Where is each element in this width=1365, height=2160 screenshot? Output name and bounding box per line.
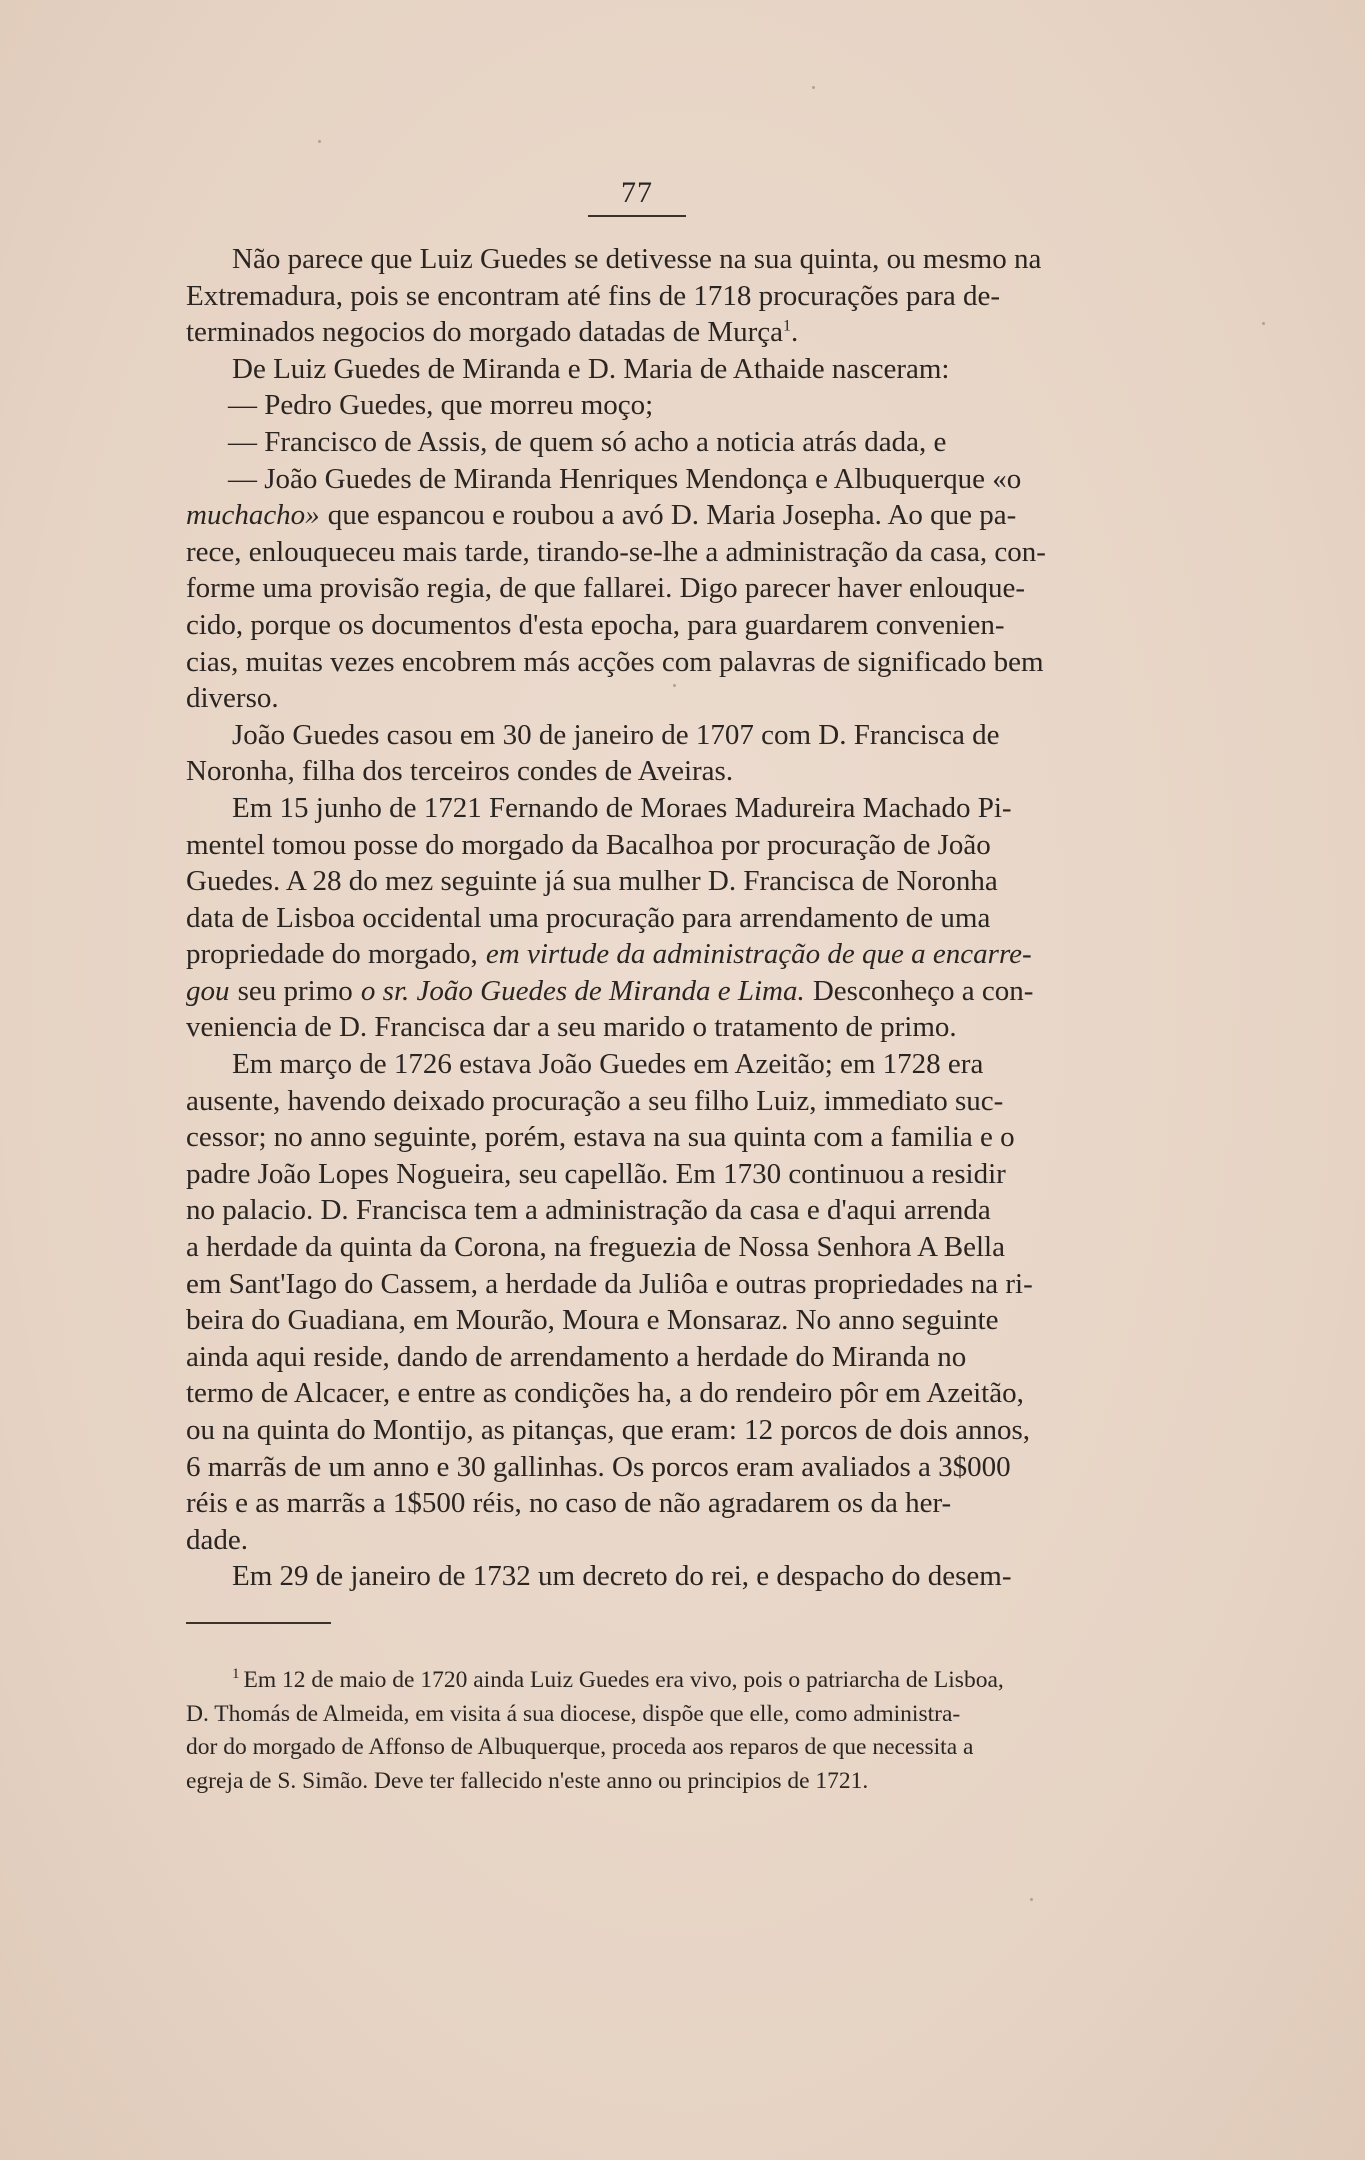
text-line: forme uma provisão regia, de que fallarei. Digo parecer haver enlouque- (186, 572, 1026, 605)
text-line: réis e as marrãs a 1$500 réis, no caso de não agradarem os da her- (186, 1487, 952, 1520)
text-line: dade. (186, 1523, 248, 1556)
paper-speck (812, 86, 815, 89)
text-line: rece, enlouqueceu mais tarde, tirando-se-lhe a administração da casa, con- (186, 535, 1046, 568)
text-line: data de Lisboa occidental uma procuração para arrendamento de uma (186, 901, 991, 934)
text-line: termo de Alcacer, e entre as condições ha, a do rendeiro pôr em Azeitão, (186, 1377, 1024, 1410)
text-line: a herdade da quinta da Corona, na freguezia de Nossa Senhora A Bella (186, 1231, 1005, 1264)
paper-speck (318, 140, 321, 143)
page-number: 77 (621, 176, 653, 209)
footnote-line: $^1$ Em 12 de maio de 1720 ainda Luiz Guedes era vivo, pois o patriarcha de Lisboa, (232, 1666, 1004, 1693)
paper-speck (1030, 1898, 1033, 1901)
footnote (186, 1664, 1091, 1798)
text-line: cido, porque os documentos d'esta epocha, para guardarem convenien- (186, 608, 1005, 641)
footnote-line: egreja de S. Simão. Deve ter fallecido n'este anno ou principios de 1721. (186, 1767, 869, 1794)
text-line: Noronha, filha dos terceiros condes de Aveiras. (186, 755, 734, 788)
text-line: padre João Lopes Nogueira, seu capellão. Em 1730 continuou a residir (186, 1157, 1006, 1190)
text-line: Em 15 junho de 1721 Fernando de Moraes Madureira Machado Pi- (232, 791, 1012, 824)
text-line: mentel tomou posse do morgado da Bacalhoa por procuração de João (186, 828, 991, 861)
footnote-marker: 1 (232, 1666, 240, 1683)
body-text (186, 241, 1091, 1595)
footnote-line: dor do morgado de Affonso de Albuquerque, proceda aos reparos de que necessita a (186, 1734, 974, 1760)
text-line: ausente, havendo deixado procuração a seu filho Luiz, immediato suc- (186, 1084, 1004, 1117)
text-line: veniencia de D. Francisca dar a seu marido o tratamento de primo. (186, 1011, 957, 1044)
text-line: Em março de 1726 estava João Guedes em Azeitão; em 1728 era (232, 1048, 984, 1081)
text-line: — Francisco de Assis, de quem só acho a noticia atrás dada, e (228, 425, 947, 458)
footnote-rule (186, 1622, 331, 1624)
text-line: João Guedes casou em 30 de janeiro de 1707 com D. Francisca de (232, 718, 1000, 751)
text-line: em Sant'Iago do Cassem, a herdade da Juliôa e outras propriedades na ri- (186, 1267, 1033, 1300)
text-line: ainda aqui reside, dando de arrendamento a herdade do Miranda no (186, 1340, 967, 1373)
footnote-line: D. Thomás de Almeida, em visita á sua diocese, dispõe que elle, como administra- (186, 1700, 961, 1727)
text-line: Não parece que Luiz Guedes se detivesse na sua quinta, ou mesmo na (232, 243, 1042, 275)
text-line: no palacio. D. Francisca tem a administração da casa e d'aqui arrenda (186, 1194, 991, 1227)
page-number-rule (588, 215, 686, 217)
text-line: cias, muitas vezes encobrem más acções com palavras de significado bem (186, 645, 1044, 678)
text-line: — Pedro Guedes, que morreu moço; (228, 389, 654, 422)
paper-speck (1262, 322, 1265, 325)
text-line: gou seu primo o sr. João Guedes de Miranda e Lima. Desconheço a con- (186, 974, 1034, 1007)
text-line: Extremadura, pois se encontram até fins de 1718 procurações para de- (186, 279, 1001, 312)
text-line: beira do Guadiana, em Mourão, Moura e Monsaraz. No anno seguinte (186, 1304, 999, 1337)
text-line: De Luiz Guedes de Miranda e D. Maria de Athaide nasceram: (232, 352, 950, 385)
paper-speck (673, 684, 676, 687)
text-line: 6 marrãs de um anno e 30 gallinhas. Os porcos eram avaliados a 3$000 (186, 1450, 1011, 1483)
text-line: Em 29 de janeiro de 1732 um decreto do rei, e despacho do desem- (232, 1560, 1012, 1593)
text-line: muchacho» que espancou e roubou a avó D. Maria Josepha. Ao que pa- (186, 499, 1017, 532)
text-line: cessor; no anno seguinte, porém, estava na sua quinta com a familia e o (186, 1121, 1015, 1154)
text-line: propriedade do morgado, em virtude da administração de que a encarre- (186, 938, 1032, 971)
text-line: ou na quinta do Montijo, as pitanças, que eram: 12 porcos de dois annos, (186, 1414, 1031, 1446)
text-line: Guedes. A 28 do mez seguinte já sua mulher D. Francisca de Noronha (186, 865, 998, 898)
text-line: — João Guedes de Miranda Henriques Mendonça e Albuquerque «o (228, 462, 1022, 495)
footnote-reference: 1 (783, 317, 792, 335)
text-line: terminados negocios do morgado datadas de Murça$^1$. (186, 316, 799, 349)
text-line: diverso. (186, 682, 279, 715)
